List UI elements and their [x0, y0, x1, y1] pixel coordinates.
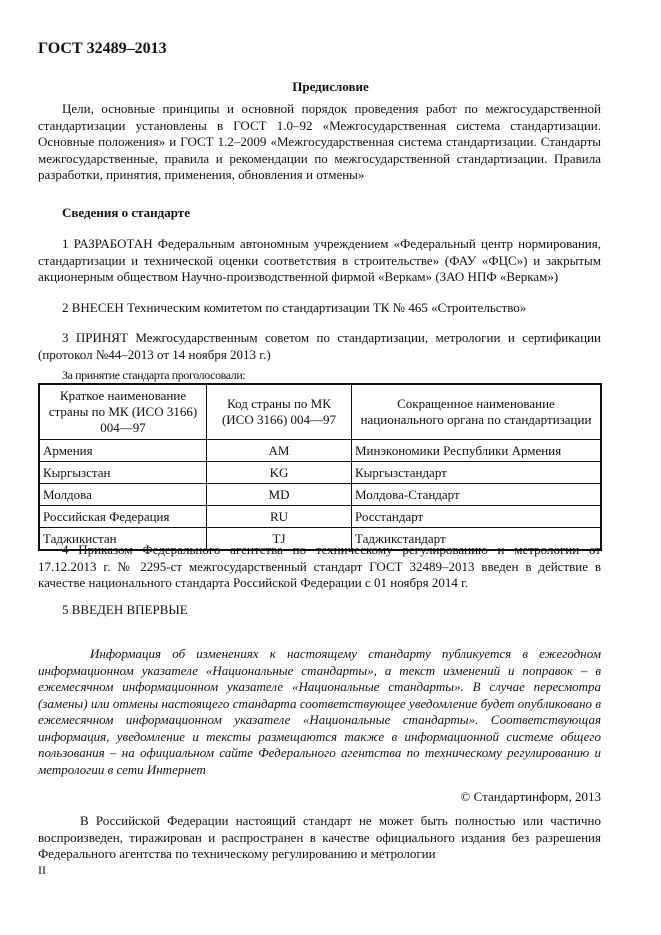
page-number: II — [38, 863, 46, 877]
info-item-3: 3 ПРИНЯТ Межгосударственным советом по стандартизации, метрологии и сертификации (протокол №44–2013 от 14 ноября 2013 г.) — [38, 330, 601, 362]
code-cell: TJ — [207, 528, 352, 551]
info-item-1: 1 РАЗРАБОТАН Федеральным автономным учреждением «Федеральный центр нормирования, стандартизации и технической оценки соответствия в строительстве» (ФАУ «ФЦС») и закрытым акционерным обществом Научно-производственной фирмой «Веркам» (ЗАО НПФ «Веркам») — [38, 236, 601, 284]
info-item-4: 4 Приказом Федерального агентства по техническому регулированию и метрологии от 17.12.2013 г. № 2295-ст межгосударственный стандарт ГОСТ 32489–2013 введен в действие в качестве национального стандарта Российской Федерации с 01 ноября 2014 г. — [38, 542, 601, 590]
table-caption: За принятие стандарта проголосовали: — [62, 368, 246, 382]
info-item-2: 2 ВНЕСЕН Техническим комитетом по стандартизации ТК № 465 «Строительство» — [62, 300, 527, 315]
table-row — [39, 440, 601, 462]
reproduction-rights: В Российской Федерации настоящий стандарт не может быть полностью или частично воспроизведен, тиражирован и распространен в качестве официального издания без разрешения Федерального агентства по техническому регулированию и метрологии — [38, 813, 601, 861]
column-header-country: Краткое наименование страны по МК (ИСО 3166) 004—97 — [39, 384, 207, 440]
document-code: ГОСТ 32489–2013 — [38, 40, 167, 57]
authority-cell: Росстандарт — [352, 506, 602, 528]
country-cell: Армения — [39, 440, 207, 462]
country-cell: Кыргызстан — [39, 462, 207, 484]
voting-countries-table — [38, 383, 602, 551]
authority-cell: Таджикстандарт — [352, 528, 602, 551]
table-row — [39, 462, 601, 484]
amendments-notice: Информация об изменениях к настоящему стандарту публикуется в ежегодном информационном указателе «Национальные стандарты», а текст изменений и поправок – в ежемесячном информационном указателе «Национальные стандарты». В случае пересмотра (замены) или отмены настоящего стандарта соответствующее уведомление будет опубликовано в ежемесячном информационном указателе «Национальные стандарты». Соответствующая информация, уведомление и тексты размещаются также в информационной системе общего пользования – на официальном сайте Федерального агентства по техническому регулированию и метрологии в сети Интернет — [38, 646, 601, 777]
country-cell: Таджикистан — [39, 528, 207, 551]
code-cell: MD — [207, 484, 352, 506]
copyright: © Стандартинформ, 2013 — [460, 789, 601, 804]
authority-cell: Минэкономики Республики Армения — [352, 440, 602, 462]
column-header-code: Код страны по МК (ИСО 3166) 004—97 — [207, 384, 352, 440]
preface-paragraph: Цели, основные принципы и основной порядок проведения работ по межгосударственной стандартизации установлены в ГОСТ 1.0–92 «Межгосударственная система стандартизации. Основные положения» и ГОСТ 1.2–2009 «Межгосударственная система стандартизации. Стандарты межгосударственные, правила и рекомендации по межгосударственной стандартизации. Правила разработки, принятия, применения, обновления и отмены» — [38, 101, 601, 182]
standard-info-heading: Сведения о стандарте — [62, 205, 190, 220]
country-cell: Российская Федерация — [39, 506, 207, 528]
preface-heading: Предисловие — [292, 79, 369, 94]
table-row — [39, 484, 601, 506]
authority-cell: Кыргызстандарт — [352, 462, 602, 484]
column-header-authority: Сокращенное наименование национального органа по стандартизации — [352, 384, 602, 440]
table-header-row — [39, 384, 601, 440]
country-cell: Молдова — [39, 484, 207, 506]
code-cell: KG — [207, 462, 352, 484]
table-row — [39, 506, 601, 528]
code-cell: AM — [207, 440, 352, 462]
info-item-5: 5 ВВЕДЕН ВПЕРВЫЕ — [62, 602, 188, 617]
code-cell: RU — [207, 506, 352, 528]
authority-cell: Молдова-Стандарт — [352, 484, 602, 506]
